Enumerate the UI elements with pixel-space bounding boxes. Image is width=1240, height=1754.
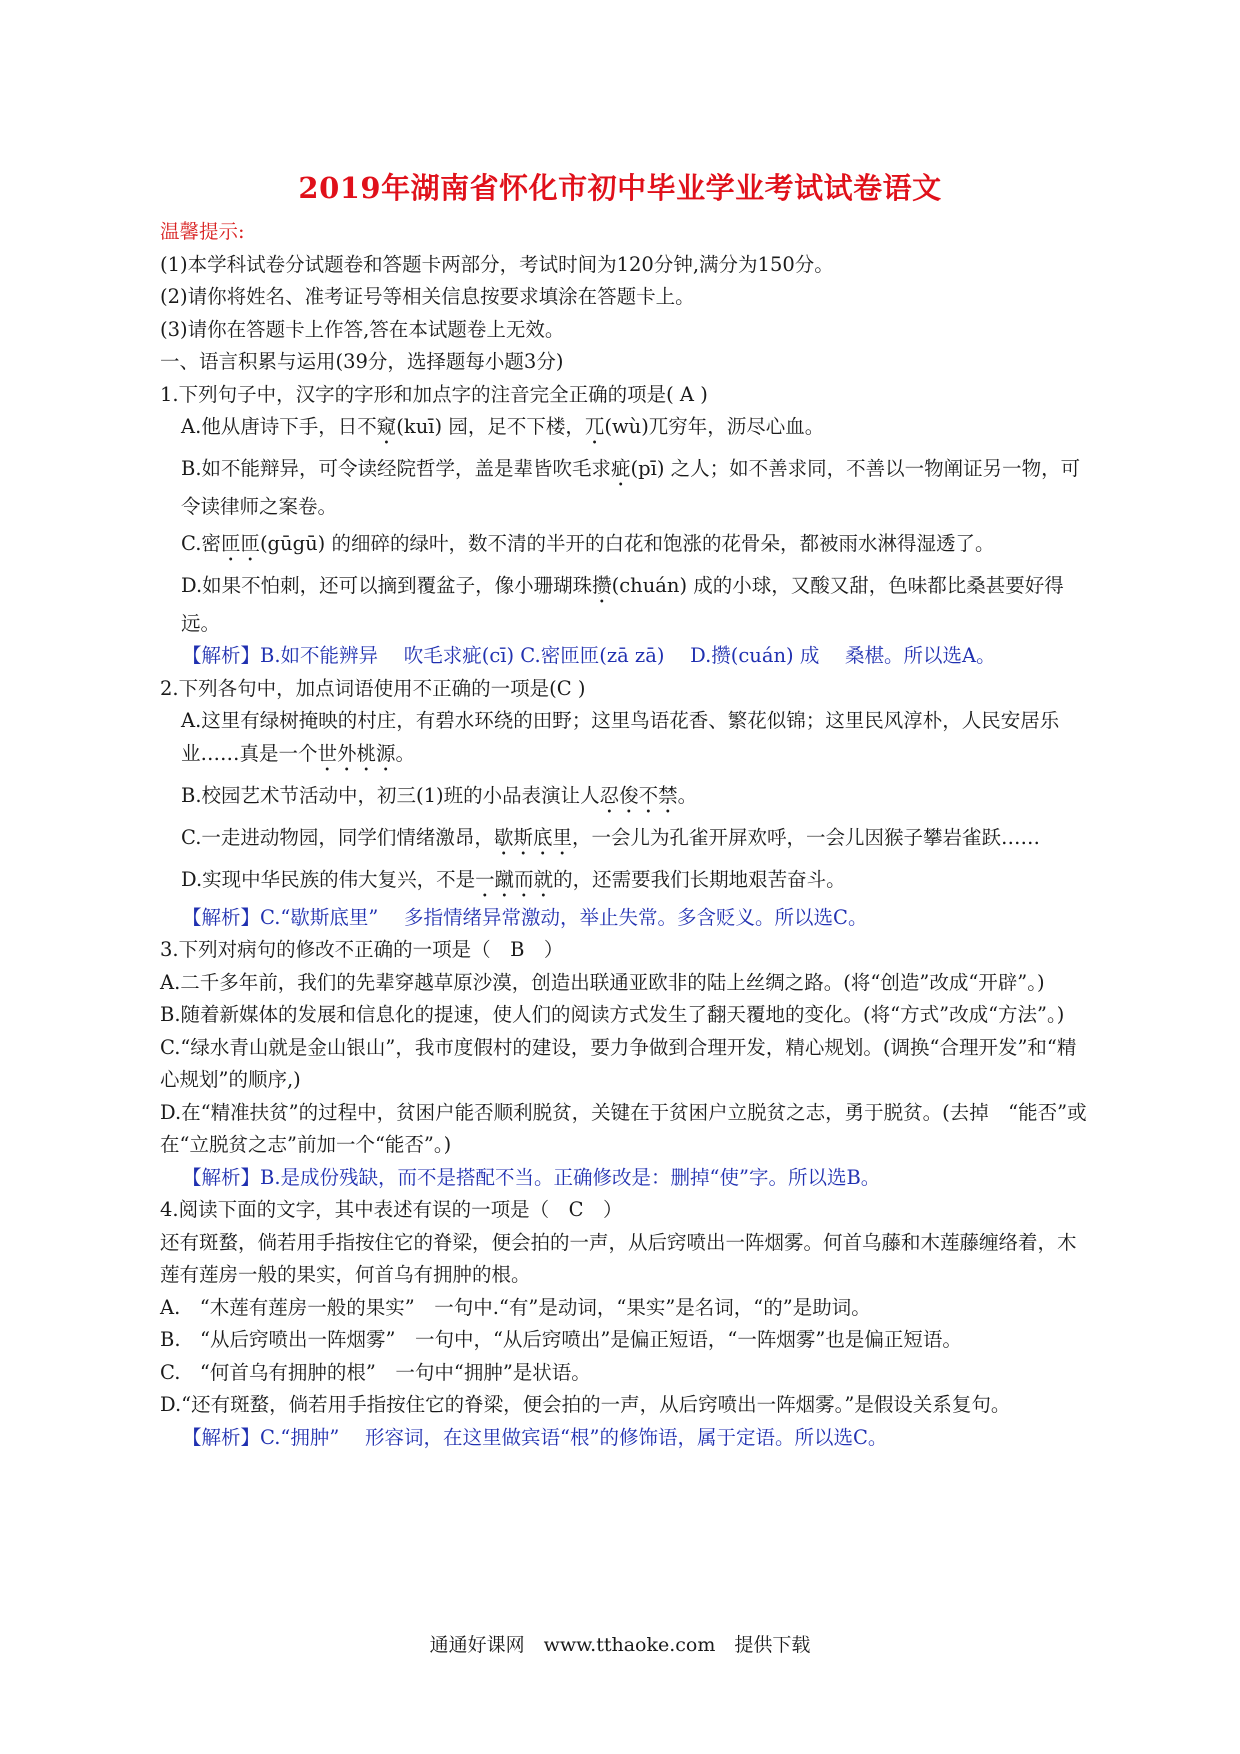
q2-b-text: B.校园艺术节活动中，初三(1)班的小品表演让人 [181, 783, 600, 807]
q4-passage: 还有斑蝥，倘若用手指按住它的脊梁，便会拍的一声，从后窍喷出一阵烟雾。何首乌藤和木莲藤缠络着，木莲有莲房一般的果实，何首乌有拥肿的根。 [160, 1230, 1077, 1286]
q3-option-b: B.随着新媒体的发展和信息化的提速，使人们的阅读方式发生了翻天覆地的变化。(将“方式”改成“方法”。) [160, 1003, 1065, 1026]
q3-stem: 3.下列对病句的修改不正确的一项是（ B ） [160, 938, 564, 961]
q1-b-text: B.如不能辩异，可令读经院哲学，盖是辈皆吹毛求 [181, 457, 612, 480]
q2-analysis: 【解析】C.“歇斯底里” 多指情绪异常激动，举止失常。多含贬义。所以选C。 [182, 905, 868, 929]
exam-content [160, 216, 1090, 1454]
q1-b-text-2: (pī) 之人；如不善求同，不善以一物阐证另一物，可令读律师之案卷。 [181, 457, 1081, 518]
q1-a-text-2: (kuī) 园，足不下楼， [396, 415, 585, 438]
q2-option-c [160, 822, 1090, 860]
q3-analysis: 【解析】B.是成份残缺，而不是搭配不当。正确修改是：删掉“使”字。所以选B。 [182, 1165, 881, 1189]
q1-c-dotted: 匝匝 [220, 531, 260, 555]
q2-d-dotted: 一蹴而就 [475, 867, 554, 891]
q4-analysis: 【解析】C.“拥肿” 形容词，在这里做宾语“根”的修饰语，属于定语。所以选C。 [182, 1425, 888, 1449]
footer-credit: 通通好课网 www.tthaoke.com 提供下载 [429, 1634, 811, 1656]
q3-option-d: D.在“精准扶贫”的过程中，贫困户能否顺利脱贫，关键在于贫困户立脱贫之志，勇于脱贫。(去掉 “能否”或在“立脱贫之志”前加一个“能否”。) [160, 1100, 1087, 1156]
page-title: 2019年湖南省怀化市初中毕业学业考试试卷语文 [298, 171, 942, 205]
q1-analysis: 【解析】B.如不能辨异 吹毛求疵(cī) C.密匝匝(zā zā) D.攒(cuán) 成 桑椹。所以选A。 [182, 644, 996, 667]
q1-option-b [160, 453, 1090, 524]
q1-c-text-2: (gūgū) 的细碎的绿叶，数不清的半开的白花和饱涨的花骨朵，都被雨水淋得湿透了。 [259, 531, 995, 555]
q2-c-text: C.一走进动物园，同学们情绪激昂， [181, 825, 494, 849]
q1-a-text-3: (wù)兀穷年，沥尽心血。 [604, 415, 825, 438]
q2-stem: 2.下列各句中，加点词语使用不正确的一项是(C ) [160, 676, 586, 700]
q1-d-text-2: (chuán) 成的小球，又酸又甜，色味都比桑甚要好得远。 [181, 573, 1064, 635]
q1-d-text: D.如果不怕刺，还可以摘到覆盆子，像小珊瑚珠 [181, 573, 593, 597]
q2-a-dotted: 世外桃源 [317, 741, 396, 765]
q2-d-text: D.实现中华民族的伟大复兴，不是 [181, 867, 476, 891]
section-heading: 一、语言积累与运用(39分，选择题每小题3分) [160, 350, 564, 373]
q4-stem: 4.阅读下面的文字，其中表述有误的一项是（ C ） [160, 1198, 623, 1221]
q1-a-text: A.他从唐诗下手，日不 [181, 415, 377, 438]
q1-a-dotted: 窥 [376, 415, 397, 438]
q1-d-dotted: 攒 [592, 573, 612, 597]
q1-option-a [160, 411, 1090, 449]
q2-c-dotted: 歇斯底里 [493, 825, 572, 849]
q2-option-a [160, 705, 1090, 776]
q1-b-dotted: 疵 [611, 457, 631, 480]
q1-c-text: C.密 [181, 531, 221, 555]
q3-option-c: C.“绿水青山就是金山银山”，我市度假村的建设，要力争做到合理开发，精心规划。(调换“合理开发”和“精心规划”的顺序,) [160, 1035, 1077, 1091]
q3-option-a: A.二千多年前，我们的先辈穿越草原沙漠，创造出联通亚欧非的陆上丝绸之路。(将“创造”改成“开辟”。) [160, 970, 1045, 994]
q2-d-text-2: 的，还需要我们长期地艰苦奋斗。 [553, 867, 846, 891]
q2-a-text-2: 。 [395, 741, 416, 765]
q1-a-dotted-2: 兀 [584, 415, 605, 438]
q4-option-d: D.“还有斑蝥，倘若用手指按住它的脊梁，便会拍的一声，从后窍喷出一阵烟雾。”是假设关系复句。 [160, 1393, 1011, 1416]
q2-c-text-2: ，一会儿为孔雀开屏欢呼，一会儿因猴子攀岩雀跃…… [571, 825, 1040, 849]
q4-option-a: A. “木莲有莲房一般的果实” 一句中.“有”是动词，“果实”是名词，“的”是助词。 [160, 1295, 871, 1319]
q1-option-d [160, 570, 1090, 641]
q4-option-c: C. “何首乌有拥肿的根” 一句中“拥肿”是状语。 [160, 1360, 591, 1384]
q2-b-dotted: 忍俊不禁 [599, 783, 678, 807]
q1-stem: 1.下列句子中，汉字的字形和加点字的注音完全正确的项是( A ) [160, 382, 708, 406]
tip-item-3: (3)请你在答题卡上作答,答在本试题卷上无效。 [160, 317, 565, 341]
tip-item-2: (2)请你将姓名、准考证号等相关信息按要求填涂在答题卡上。 [160, 285, 695, 308]
tip-item-1: (1)本学科试卷分试题卷和答题卡两部分，考试时间为120分钟,满分为150分。 [160, 252, 834, 276]
q2-b-text-2: 。 [677, 783, 698, 807]
q2-a-text: A.这里有绿树掩映的村庄，有碧水环绕的田野；这里鸟语花香、繁花似锦；这里民风淳朴，人民安居乐业……真是一个 [181, 709, 1060, 765]
q2-option-b [160, 780, 1090, 818]
q4-option-b: B. “从后窍喷出一阵烟雾” 一句中，“从后窍喷出”是偏正短语，“一阵烟雾”也是偏正短语。 [160, 1328, 962, 1351]
tip-heading: 温馨提示: [160, 220, 245, 243]
q2-option-d [160, 864, 1090, 902]
q1-option-c [160, 528, 1090, 566]
